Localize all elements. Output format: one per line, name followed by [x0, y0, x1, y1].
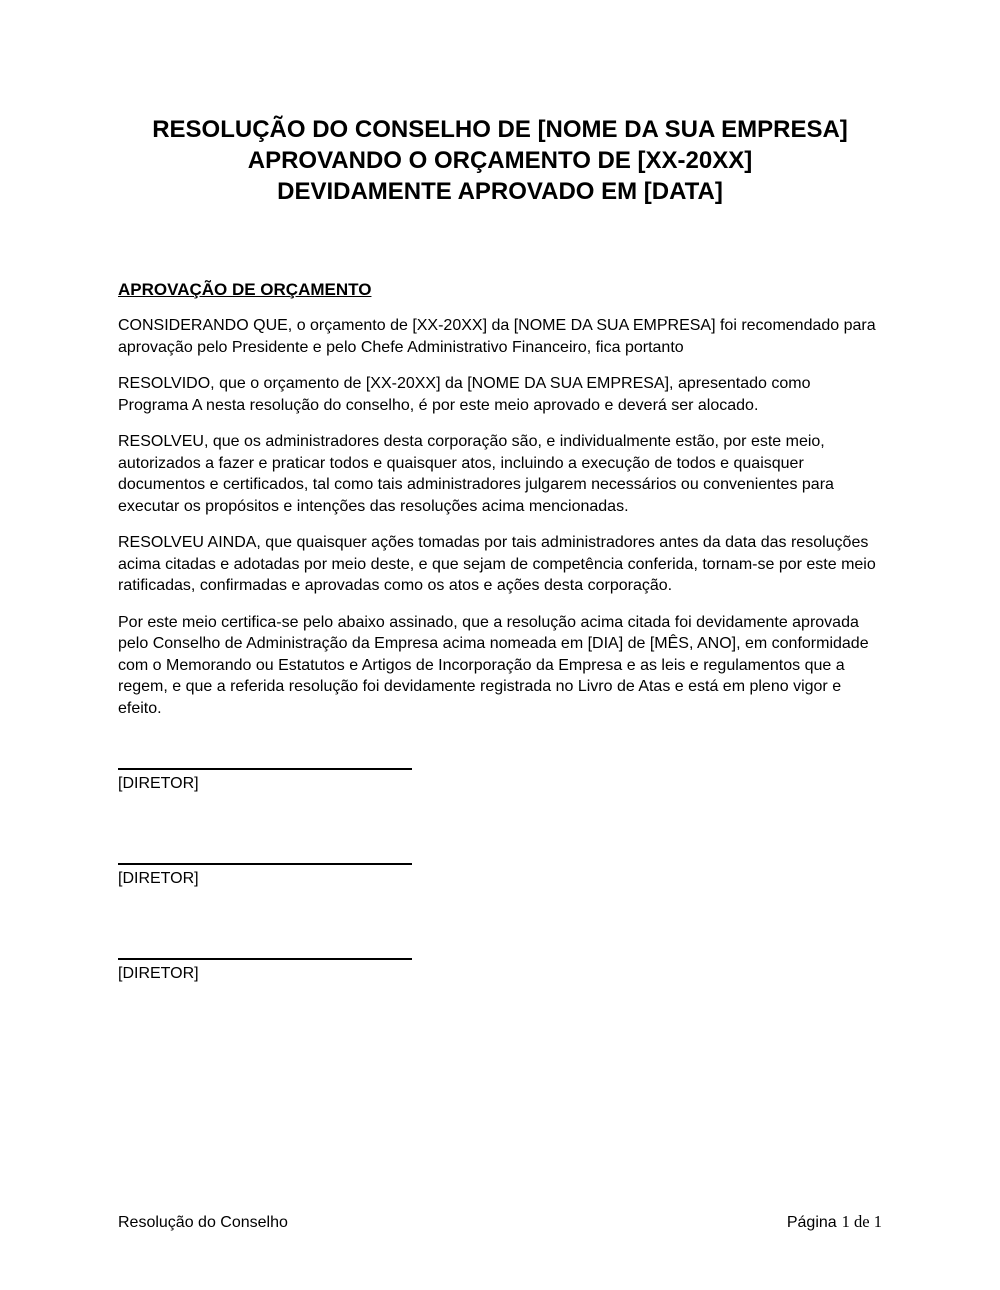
footer-page-number	[787, 1211, 882, 1234]
signature-label: [DIRETOR]	[118, 965, 199, 982]
footer-page-label: Página	[786, 1214, 837, 1231]
paragraph-certificacao: Por este meio certifica-se pelo abaixo assinado, que a resolução acima citada foi devidamente aprovada pelo Conselho de Administração da Empresa acima nomeada em [DIA] de [MÊS, ANO], em conformidade com o Memorando ou Estatutos e Artigos de Incorporação da Empresa e as leis e regulamentos que a regem, e que a referida resolução foi devidamente registrada no Livro de Atas e está em pleno vigor e efeito.	[118, 613, 869, 717]
document-title-line-2: APROVANDO O ORÇAMENTO DE [XX-20XX]	[247, 147, 753, 174]
signature-line	[118, 768, 412, 770]
paragraph-resolvido: RESOLVIDO, que o orçamento de [XX-20XX] da [NOME DA SUA EMPRESA], apresentado como Programa A nesta resolução do conselho, é por este meio aprovado e deverá ser alocado.	[118, 375, 811, 414]
document-content	[118, 0, 882, 984]
paragraph-resolveu: RESOLVEU, que os administradores desta corporação são, e individualmente estão, por este meio, autorizados a fazer e praticar todos e quaisquer atos, incluindo a execução de todos e quaisquer documentos e certificados, tal como tais administradores julgarem necessários ou convenientes para executar os propósitos e intenções das resoluções acima mencionadas.	[118, 433, 834, 515]
signature-block	[118, 768, 882, 794]
document-title	[118, 114, 882, 207]
footer-document-name: Resolução do Conselho	[118, 1214, 288, 1231]
paragraph-resolveu-ainda: RESOLVEU AINDA, que quaisquer ações tomadas por tais administradores antes da data das resoluções acima citadas e adotadas por meio deste, e que sejam de competência conferida, tornam-se por este meio ratificadas, confirmadas e aprovadas como os atos e ações desta corporação.	[118, 534, 876, 594]
signature-line	[118, 958, 412, 960]
footer-page-value: 1 de 1	[841, 1212, 882, 1231]
paragraph-considerando: CONSIDERANDO QUE, o orçamento de [XX-20XX] da [NOME DA SUA EMPRESA] foi recomendado para aprovação pelo Presidente e pelo Chefe Administrativo Financeiro, fica portanto	[118, 317, 876, 356]
document-title-line-3: DEVIDAMENTE APROVADO EM [DATA]	[277, 178, 723, 205]
document-title-line-1: RESOLUÇÃO DO CONSELHO DE [NOME DA SUA EMPRESA]	[152, 116, 848, 143]
page-footer	[118, 1211, 882, 1234]
signature-label: [DIRETOR]	[118, 870, 199, 887]
signature-label: [DIRETOR]	[118, 775, 199, 792]
signature-block	[118, 958, 882, 984]
signature-block	[118, 863, 882, 889]
signature-line	[118, 863, 412, 865]
section-heading: APROVAÇÃO DE ORÇAMENTO	[118, 280, 372, 299]
signature-section	[118, 768, 882, 984]
